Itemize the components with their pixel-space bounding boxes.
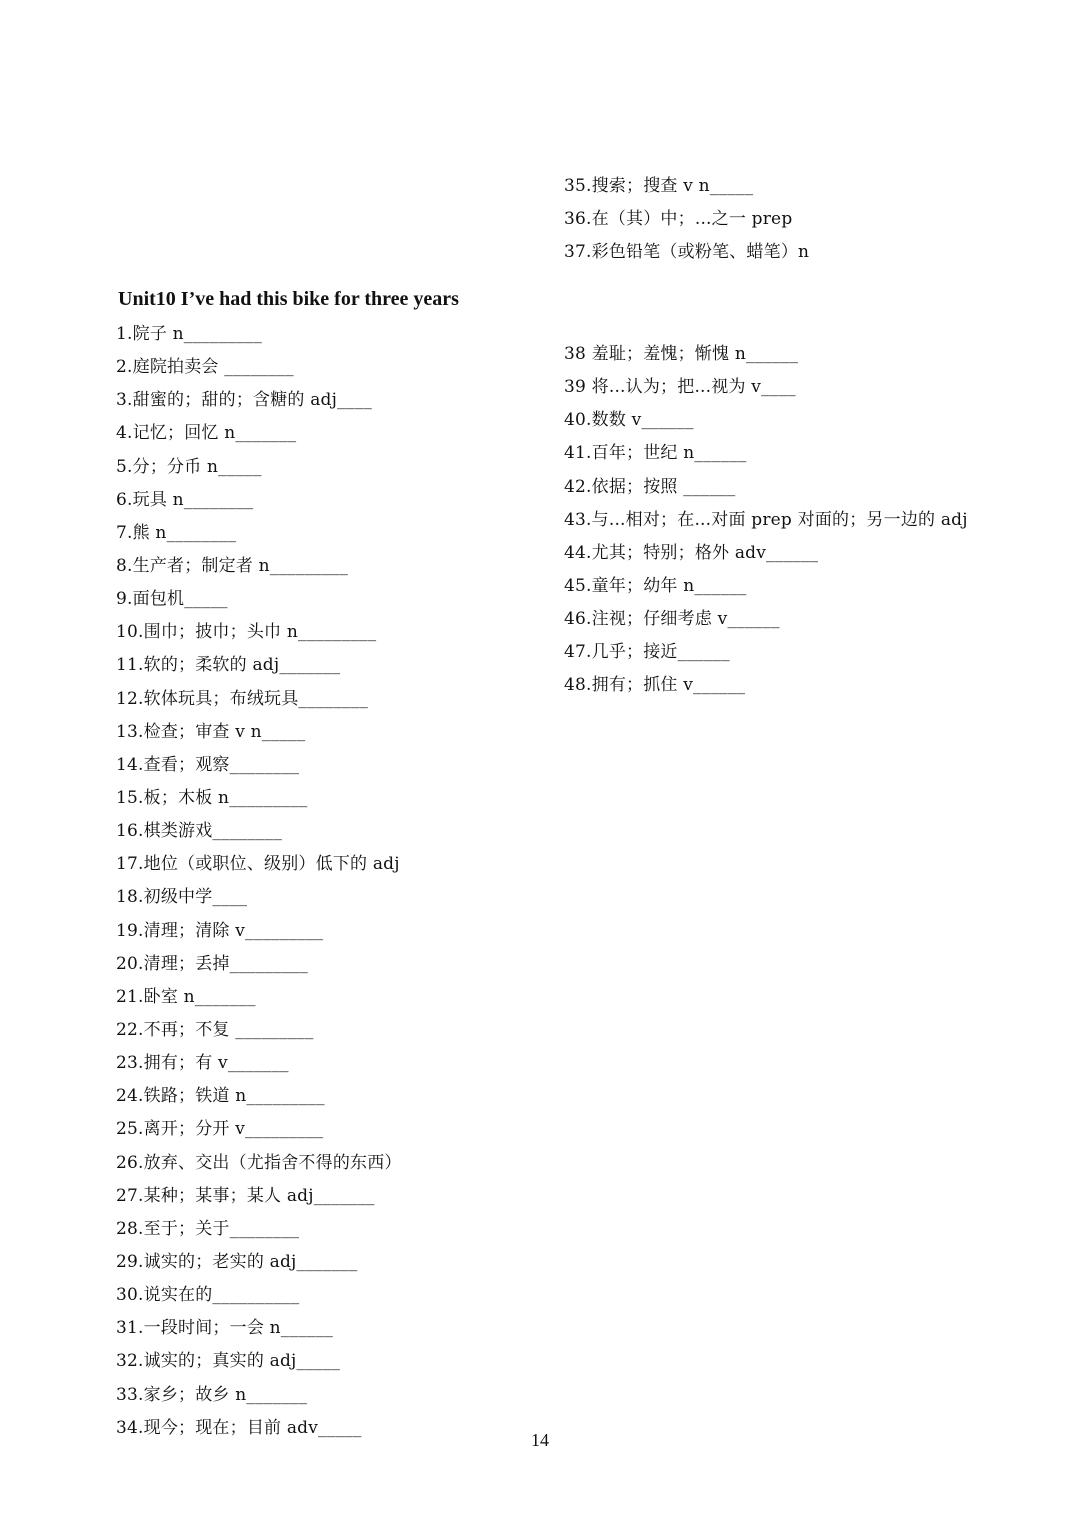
right-column (564, 338, 1004, 702)
vocab-item-30: 30.说实在的__________ (116, 1285, 300, 1306)
vocab-item-16: 16.棋类游戏________ (116, 821, 283, 842)
vocab-item-24: 24.铁路；铁道 n_________ (116, 1086, 325, 1107)
vocab-item-32: 32.诚实的；真实的 adj_____ (116, 1351, 341, 1372)
vocab-item-31: 31.一段时间；一会 n______ (116, 1318, 333, 1339)
vocab-item-3: 3.甜蜜的；甜的；含糖的 adj____ (116, 390, 372, 411)
vocab-item-29: 29.诚实的；老实的 adj_______ (116, 1251, 358, 1272)
vocab-item-2: 2.庭院拍卖会 ________ (116, 357, 294, 378)
vocab-item-34: 34.现今；现在；目前 adv_____ (116, 1417, 362, 1438)
vocab-item-13: 13.检查；审查 v n_____ (116, 721, 306, 742)
vocab-item-27: 27.某种；某事；某人 adj_______ (116, 1185, 375, 1206)
vocab-item-1: 1.院子 n_________ (116, 324, 263, 344)
vocab-item-18: 18.初级中学____ (116, 887, 248, 908)
vocab-item-45: 45.童年；幼年 n______ (564, 575, 747, 596)
vocab-item-17: 17.地位（或职位、级别）低下的 adj (116, 854, 400, 875)
vocab-item-4: 4.记忆；回忆 n_______ (116, 423, 297, 444)
vocab-item-19: 19.清理；清除 v_________ (116, 920, 324, 941)
vocab-item-25: 25.离开；分开 v_________ (116, 1119, 324, 1140)
vocab-item-28: 28.至于；关于________ (116, 1218, 300, 1239)
vocab-item-20: 20.清理；丢掉_________ (116, 953, 308, 974)
page-number: 14 (531, 1430, 549, 1450)
vocab-item-36: 36.在（其）中；...之一 prep (564, 209, 793, 230)
vocab-item-39: 39 将...认为；把...视为 v____ (564, 377, 796, 398)
vocab-item-26: 26.放弃、交出（尤指舍不得的东西） (116, 1152, 402, 1173)
vocab-item-8: 8.生产者；制定者 n_________ (116, 555, 349, 576)
vocab-item-35: 35.搜索；搜查 v n_____ (564, 176, 754, 196)
vocab-item-21: 21.卧室 n_______ (116, 986, 256, 1007)
unit-title: Unit10 I’ve had this bike for three years (118, 288, 459, 310)
vocab-item-15: 15.板；木板 n_________ (116, 787, 308, 808)
vocab-item-41: 41.百年；世纪 n______ (564, 443, 747, 464)
vocab-item-14: 14.查看；观察________ (116, 754, 300, 775)
vocab-item-40: 40.数数 v______ (564, 410, 694, 431)
vocab-item-12: 12.软体玩具；布绒玩具________ (116, 688, 369, 709)
vocab-item-37: 37.彩色铅笔（或粉笔、蜡笔）n (564, 242, 810, 263)
vocab-item-48: 48.拥有；抓住 v______ (564, 675, 746, 696)
right-top-column (564, 170, 1004, 269)
vocab-item-44: 44.尤其；特别；格外 adv______ (564, 542, 819, 563)
vocab-item-11: 11.软的；柔软的 adj_______ (116, 655, 341, 676)
vocab-item-10: 10.围巾；披巾；头巾 n_________ (116, 622, 377, 643)
vocab-item-22: 22.不再；不复 _________ (116, 1019, 314, 1040)
vocab-item-33: 33.家乡；故乡 n_______ (116, 1384, 308, 1405)
vocab-item-23: 23.拥有；有 v_______ (116, 1053, 289, 1074)
vocab-item-47: 47.几乎；接近______ (564, 642, 730, 663)
vocab-item-6: 6.玩具 n________ (116, 489, 254, 510)
vocab-item-46: 46.注视；仔细考虑 v______ (564, 608, 780, 629)
vocab-item-9: 9.面包机_____ (116, 589, 228, 610)
vocab-item-38: 38 羞耻；羞愧；惭愧 n______ (564, 344, 799, 364)
vocab-item-43: 43.与...相对；在...对面 prep 对面的；另一边的 adj (564, 509, 968, 530)
vocab-item-42: 42.依据；按照 ______ (564, 476, 736, 497)
vocab-item-5: 5.分；分币 n_____ (116, 456, 262, 477)
vocab-item-7: 7.熊 n________ (116, 522, 237, 543)
left-column (116, 318, 536, 1445)
